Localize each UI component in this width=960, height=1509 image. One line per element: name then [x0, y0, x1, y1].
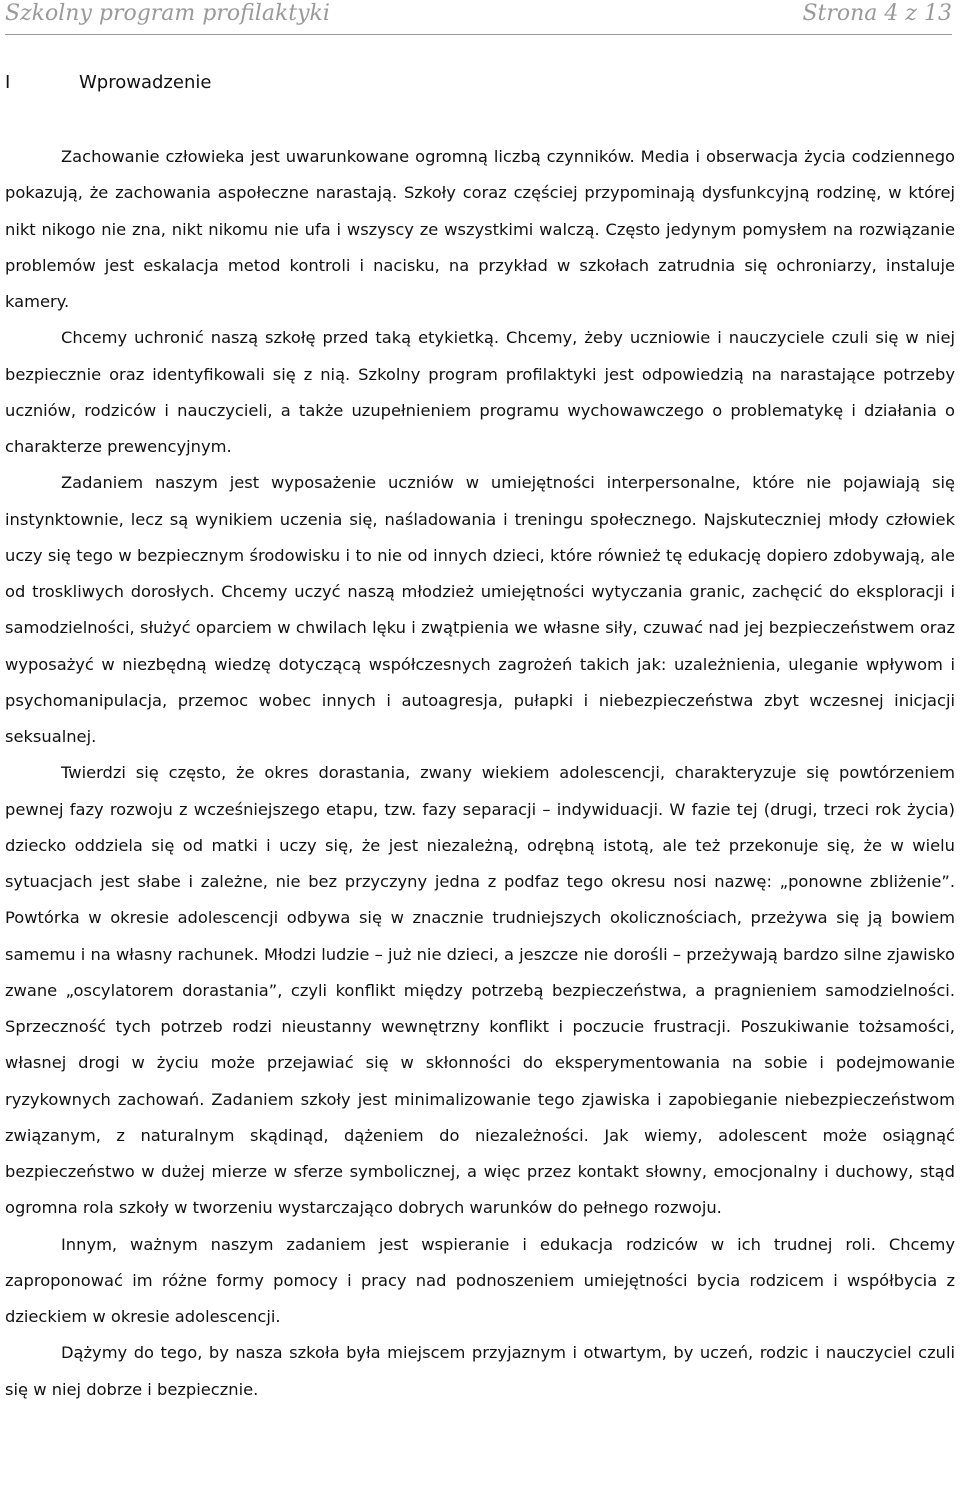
- page-number: Strona 4 z 13: [802, 1, 952, 26]
- document-title: Szkolny program profilaktyki: [5, 1, 330, 26]
- paragraph-1: Zachowanie człowieka jest uwarunkowane ogromną liczbą czynników. Media i obserwacja życia codziennego pokazują, że zachowania aspołeczne narastają. Szkoły coraz częściej przypominają dysfunkcyjną rodzinę, w której nikt nikogo nie zna, nikt nikomu nie ufa i wszyscy ze wszystkimi walczą. Często jedynym pomysłem na rozwiązanie problemów jest eskalacja metod kontroli i nacisku, na przykład w szkołach zatrudnia się ochroniarzy, instaluje kamery.: [5, 147, 955, 311]
- paragraph-2: Chcemy uchronić naszą szkołę przed taką etykietką. Chcemy, żeby uczniowie i nauczyciele czuli się w niej bezpiecznie oraz identyfikowali się z nią. Szkolny program profilaktyki jest odpowiedzią na narastające potrzeby uczniów, rodziców i nauczycieli, a także uzupełnieniem programu wychowawczego o problematykę i działania o charakterze prewencyjnym.: [5, 328, 955, 456]
- paragraph-4: Twierdzi się często, że okres dorastania, zwany wiekiem adolescencji, charakteryzuje się powtórzeniem pewnej fazy rozwoju z wcześniejszego etapu, tzw. fazy separacji – indywiduacji. W fazie tej (drugi, trzeci rok życia) dziecko oddziela się od matki i uczy się, że jest niezależną, odrębną istotą, ale też przekonuje się, że w wielu sytuacjach jest słabe i zależne, nie bez przyczyny jedna z podfaz tego okresu nosi nazwę: „ponowne zbliżenie”. Powtórka w okresie adolescencji odbywa się w znacznie trudniejszych okolicznościach, przeżywa się ją bowiem samemu i na własny rachunek. Młodzi ludzie – już nie dzieci, a jeszcze nie dorośli – przeżywają bardzo silne zjawisko zwane „oscylatorem dorastania”, czyli konflikt między potrzebą bezpieczeństwa, a pragnieniem samodzielności. Sprzeczność tych potrzeb rodzi nieustanny wewnętrzny konflikt i poczucie frustracji. Poszukiwanie tożsamości, własnej drogi w życiu może przejawiać się w skłonności do eksperymentowania na sobie i podejmowanie ryzykownych zachowań. Zadaniem szkoły jest minimalizowanie tego zjawiska i zapobieganie niebezpieczeństwom związanym, z naturalnym skądinąd, dążeniem do niezależności. Jak wiemy, adolescent może osiągnąć bezpieczeństwo w dużej mierze w sferze symbolicznej, a więc przez kontakt słowny, emocjonalny i duchowy, stąd ogromna rola szkoły w tworzeniu wystarczająco dobrych warunków do pełnego rozwoju.: [5, 763, 955, 1218]
- paragraph-5: Innym, ważnym naszym zadaniem jest wspieranie i edukacja rodziców w ich trudnej roli. Chcemy zaproponować im różne formy pomocy i pracy nad podnoszeniem umiejętności bycia rodzicem i współbycia z dzieckiem w okresie adolescencji.: [5, 1234, 955, 1326]
- paragraph-3: Zadaniem naszym jest wyposażenie uczniów w umiejętności interpersonalne, które nie pojawiają się instynktownie, lecz są wynikiem uczenia się, naśladowania i treningu społecznego. Najskuteczniej młody człowiek uczy się tego w bezpiecznym środowisku i to nie od innych dzieci, które również tę edukację dopiero zdobywają, ale od troskliwych dorosłych. Chcemy uczyć naszą młodzież umiejętności wytyczania granic, zachęcić do eksploracji i samodzielności, służyć oparciem w chwilach lęku i zwątpienia we własne siły, czuwać nad jej bezpieczeństwem oraz wyposażyć w niezbędną wiedzę dotyczącą współczesnych zagrożeń takich jak: uzależnienia, uleganie wpływom i psychomanipulacja, przemoc wobec innych i autoagresja, pułapki i niebezpieczeństwa zbyt wczesnej inicjacji seksualnej.: [5, 473, 955, 746]
- section-title: Wprowadzenie: [79, 72, 212, 93]
- document-body: [5, 139, 955, 1408]
- section-number: I: [5, 72, 11, 93]
- page-header: [5, 0, 952, 35]
- paragraph-6: Dążymy do tego, by nasza szkoła była miejscem przyjaznym i otwartym, by uczeń, rodzic i nauczyciel czuli się w niej dobrze i bezpiecznie.: [5, 1343, 955, 1399]
